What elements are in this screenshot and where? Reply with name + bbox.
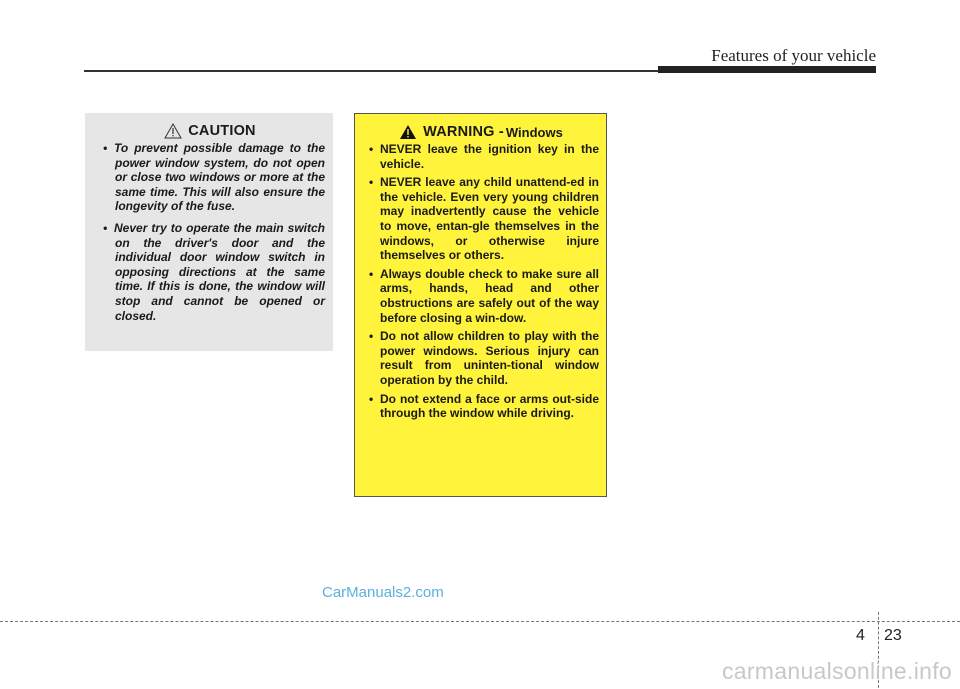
list-item: • NEVER leave any child unattend-ed in the vehicle. Even very young children may inadvertently cause the vehicle to move, entan-gle themselves in the windows, or otherwise injure themselves or others.	[369, 175, 599, 263]
warning-title: WARNING -	[423, 124, 504, 140]
caution-list	[95, 141, 325, 323]
warning-header	[363, 124, 599, 140]
caution-title: CAUTION	[188, 123, 256, 139]
footer-rule	[0, 621, 960, 622]
warning-item-text: Do not allow children to play with the power windows. Serious injury can result from uninten-tional window operation by the child.	[380, 329, 599, 387]
warning-list	[363, 142, 599, 421]
list-item: • Do not extend a face or arms out-side through the window while driving.	[369, 391, 599, 421]
watermark-footer: carmanualsonline.info	[721, 658, 952, 684]
caution-header	[95, 123, 325, 139]
warning-item-text: Always double check to make sure all arms, hands, head and other obstructions are safely out of the way before closing a win-dow.	[380, 266, 599, 325]
page-number: 23	[884, 627, 902, 644]
warning-triangle-outline-icon	[164, 123, 182, 139]
warning-subtitle: Windows	[505, 124, 563, 140]
list-item: • Never try to operate the main switch on the driver's door and the individual door window switch in opposing directions at the same time. If this is done, the window will stop and cannot be opened or closed.	[103, 220, 325, 323]
warning-item-text: NEVER leave any child unattend-ed in the vehicle. Even very young children may inadvertently cause the vehicle to move, entan-gle themselves in the windows, or otherwise injure themselves or others.	[380, 175, 599, 263]
list-item: • To prevent possible damage to the power window system, do not open or close two windows or more at the same time. This will also ensure the longevity of the fuse.	[103, 141, 325, 214]
caution-box	[85, 113, 333, 351]
caution-item-text: Never try to operate the main switch on the driver's door and the individual door window switch in opposing directions at the same time. If this is done, the window will stop and cannot be opened or closed.	[114, 220, 325, 323]
list-item: • Always double check to make sure all arms, hands, head and other obstructions are safely out of the way before closing a win-dow.	[369, 266, 599, 325]
watermark-link[interactable]: CarManuals2.com	[322, 584, 444, 601]
section-title: Features of your vehicle	[711, 46, 876, 65]
warning-item-text: Do not extend a face or arms out-side through the window while driving.	[380, 391, 599, 421]
list-item: • NEVER leave the ignition key in the vehicle.	[369, 142, 599, 171]
warning-box	[354, 113, 607, 497]
header-rule	[84, 70, 660, 72]
chapter-number: 4	[856, 627, 865, 644]
caution-item-text: To prevent possible damage to the power window system, do not open or close two windows or more at the same time. This will also ensure the longevity of the fuse.	[114, 141, 325, 214]
warning-item-text: NEVER leave the ignition key in the vehicle.	[380, 142, 599, 171]
list-item: • Do not allow children to play with the power windows. Serious injury can result from uninten-tional window operation by the child.	[369, 329, 599, 387]
header-rule-accent	[658, 66, 876, 73]
warning-triangle-filled-icon	[399, 124, 417, 140]
